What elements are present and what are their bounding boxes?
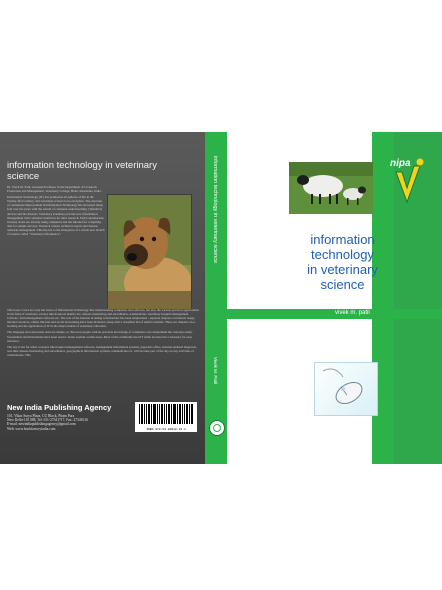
publisher-phone: New Delhi-110 088, Tel: 011-27341717, Fax: 27341616 (7, 418, 88, 423)
front-title-line: information (310, 232, 375, 247)
publisher-email: E-mail: newindiapublishingagency@gmail.com (7, 422, 76, 427)
author-bio-paragraph: Dr. Vivek M. Patil, Assistant Professor in the Department of Livestock Production and Management, Veterinary College, Bidar, Karnataka, India. (7, 185, 102, 194)
mouse-illustration (314, 362, 378, 416)
front-title (285, 232, 400, 292)
front-title-line: science (320, 277, 365, 292)
isbn-number: ISBN 978-93-80012-23-1 (146, 428, 186, 431)
spine (205, 132, 227, 464)
publisher-web: Web: www.bookfactoryindia.com (7, 426, 56, 431)
publisher-address: 101, Vikas Surya Plaza, CU Block, Pitam Pura (7, 414, 75, 418)
author-bio (7, 185, 105, 238)
nipa-logo (387, 154, 427, 206)
blurb-paragraph: This book covers not only the basics of Information Technology like understanding computers and software, but also the various practical applications in the field of veterinary science like livestock health care, disease monitoring and surveillance, telemedicine, veterinary hospital management software, farm management software etc. The role of the Internet in aiding veterinarians has been emphasized - separate chapters on internet usage, internet resources, online libraries and social networking have been included, along with a classified list of useful websites. There are chapters on e-learning and the application of IT in the improvement of veterinary education. (7, 308, 199, 329)
barcode (135, 402, 197, 432)
publisher-seal-icon (209, 420, 225, 436)
blurb-paragraph: The day is not far when concepts like hospital management software, management information systems, paperless office, internet-enabled diagnosis, real-time disease monitoring and surveillance, geographical information systems, telemedicine etc. will become part of the day-to-day activities of veterinarians. This (7, 344, 197, 357)
author-bio-paragraph: Information Technology (IT) has permeated all spheres of life in the Twenty-first Century, and veterinary science is no exception. The outcome of continuous improvement in Information Technology has increased many fold over the years with the advent of computer-aided learning. [Tentative] devices and the Internet. Veterinary scientists practise now information management with computer interfaces for their research. Field veterinarians in many states are already using computers and the Internet for compiling data for sample surveys, livestock census, technical reports and disease outbreak management. This has led to the emergence of a whole new branch of science called "Veterinary Informatics". (7, 195, 105, 237)
back-cover-title: information technology in veterinary science (7, 160, 157, 182)
back-cover (0, 132, 205, 464)
front-title-line: in veterinary (307, 262, 378, 277)
book-cover (0, 132, 442, 464)
nipa-logo-text: nipa (390, 158, 411, 169)
back-blurb (7, 308, 199, 359)
front-title-line: technology (311, 247, 374, 262)
dog-photo (107, 194, 192, 310)
front-cover (227, 132, 442, 464)
publisher-block (7, 403, 125, 431)
publisher-name: New India Publishing Agency (7, 403, 112, 412)
barcode-icon (138, 404, 194, 424)
spine-title: information technology in veterinary science (212, 156, 218, 264)
sheep-photo (289, 162, 373, 214)
front-author: vivek m. patil (335, 310, 370, 316)
blurb-paragraph: The language and expression used are simple, so that even people with no previous knowledge of computers can comprehend the concepts easily. Screenshots and illustrations have been used to better explain certain areas. Most of the commonly used IT terms are listed in a Glossary for easy reference. (7, 330, 193, 343)
computer-mouse-icon (315, 363, 377, 415)
spine-author: Vivek M. Patil (213, 357, 218, 385)
